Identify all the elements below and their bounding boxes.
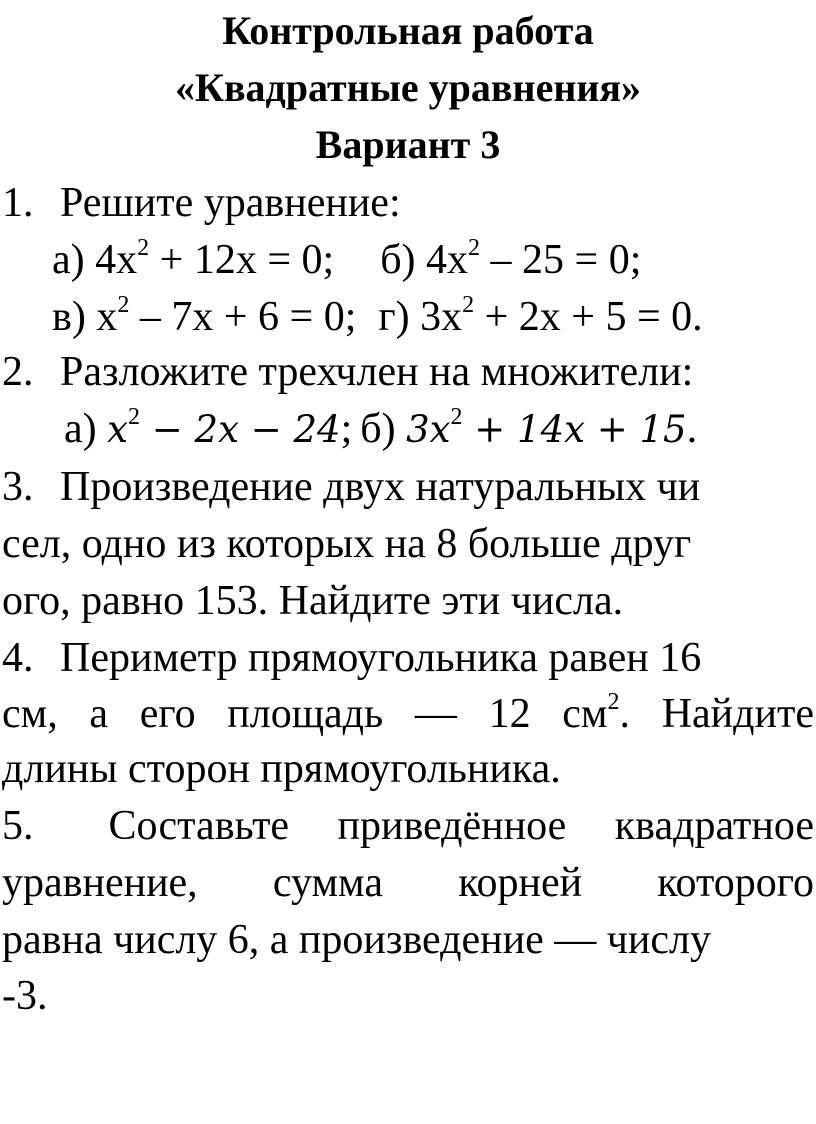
title-line-1: Контрольная работа bbox=[222, 8, 594, 53]
task-5-number: 5. bbox=[2, 803, 34, 849]
task-1-item-d: г) $3x^2 + 2x + 5 = 0$. bbox=[378, 292, 703, 340]
task-1-item-b: б) $4x^2 - 25 = 0$; bbox=[380, 235, 642, 283]
task-3-number: 3. bbox=[2, 464, 34, 510]
task-2-text: Разложите трехчлен на множители: bbox=[60, 349, 694, 395]
task-5-line-2: уравнение, сумма корней которого bbox=[2, 860, 814, 906]
variant-title: Вариант 3 bbox=[315, 122, 501, 167]
task-5-line-1: 5. Составьте приведённое квадратное bbox=[2, 798, 814, 854]
task-1-item-a: а) $4x^2 + 12x = 0$; bbox=[52, 235, 335, 283]
task-2-number: 2. bbox=[2, 349, 34, 395]
task-3-line-2: сел, одно из которых на 8 больше друг bbox=[2, 521, 692, 567]
task-1-row-2 bbox=[2, 289, 814, 345]
task-1-heading bbox=[2, 175, 814, 231]
task-4-line-3: длины сторон прямоугольника. bbox=[2, 746, 561, 792]
task-2-item-b: б) $3x^2 + 14x + 15$. bbox=[360, 404, 698, 452]
task-2-row bbox=[2, 401, 814, 458]
task-4-line-2: см, а его площадь — 12 $см^2$. Найдите bbox=[2, 689, 814, 737]
task-3-line-3: ого, равно 153. Найдите эти числа. bbox=[2, 578, 624, 624]
task-5-line-3: равна числу 6, а произведение — числу bbox=[2, 917, 711, 963]
task-1-text: Решите уравнение: bbox=[60, 180, 401, 226]
task-2-heading bbox=[2, 344, 814, 400]
task-1-item-c: в) $x^2 - 7x + 6 = 0$; bbox=[52, 292, 357, 340]
task-2-item-a: а) $x^2 - 2x - 24$; bbox=[64, 404, 353, 452]
task-4-number: 4. bbox=[2, 635, 34, 681]
task-5-line-4: -3. bbox=[2, 973, 48, 1019]
title-line-2: «Квадратные уравнения» bbox=[174, 65, 642, 110]
task-3-line-1: 3. Произведение двух натуральных чи bbox=[2, 459, 814, 515]
worksheet-header bbox=[0, 2, 816, 173]
task-4-line-1: 4. Периметр прямоугольника равен 16 bbox=[2, 630, 814, 686]
task-1-number: 1. bbox=[2, 180, 34, 226]
task-1-row-1 bbox=[2, 232, 814, 288]
